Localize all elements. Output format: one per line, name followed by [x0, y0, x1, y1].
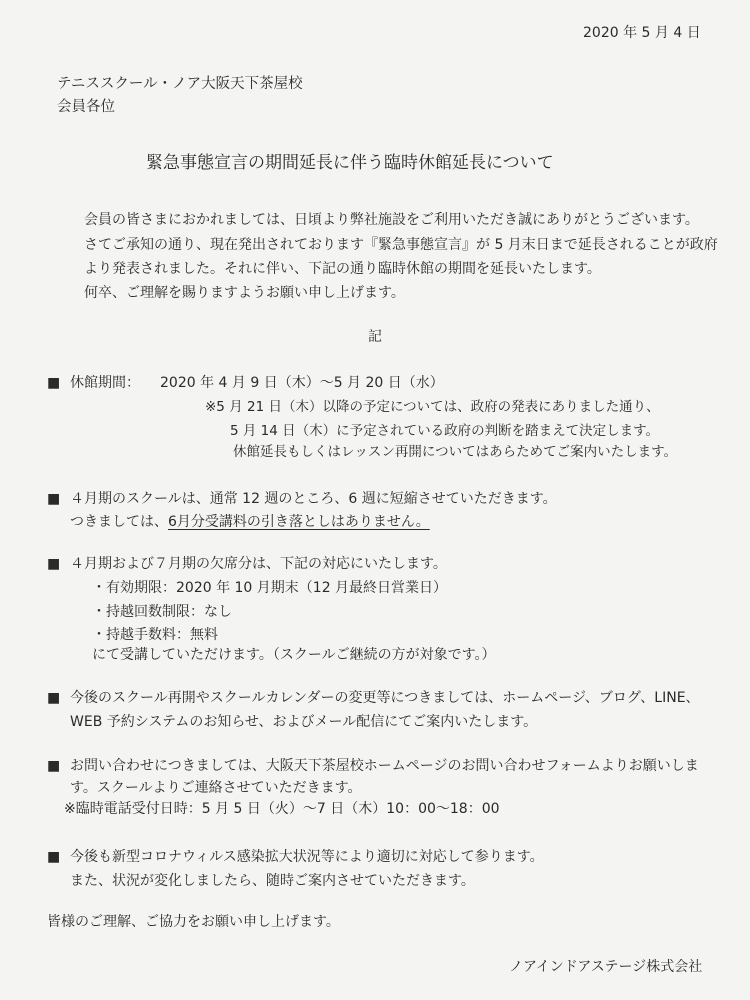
bullet-square: ■ [47, 556, 61, 572]
closure-note-1: ※5 月 21 日（木）以降の予定については、政府の発表にありました通り、 [205, 399, 660, 415]
intro-line-2: さてご承知の通り、現在発出されております『緊急事態宣言』が 5 月末日まで延長されることが政府 [84, 237, 718, 253]
bullet-square: ■ [47, 758, 61, 774]
schedule-info-line-2: WEB 予約システムのお知らせ、およびメール配信にてご案内いたします。 [70, 714, 538, 730]
absence-item-2: ・持越回数制限：なし [92, 604, 232, 620]
april-term-line: ４月期のスクールは、通常 12 週のところ、6 週に短縮させていただきます。 [70, 491, 557, 507]
closure-period-value: 2020 年 4 月 9 日（木）～5 月 20 日（水） [160, 375, 444, 391]
intro-line-1: 会員の皆さまにおかれましては、日頃より弊社施設をご利用いただき誠にありがとうございます。 [84, 212, 699, 228]
bullet-square: ■ [47, 849, 61, 865]
ki-heading: 記 [368, 329, 382, 345]
fee-line [70, 515, 430, 529]
notice-title: 緊急事態宣言の期間延長に伴う臨時休館延長について [146, 153, 554, 173]
contact-line-2: す。スクールよりご連絡させていただきます。 [70, 780, 362, 796]
absence-item-3: ・持越手数料：無料 [92, 627, 218, 643]
closure-note-2: 5 月 14 日（木）に予定されている政府の判断を踏まえて決定します。 [230, 423, 660, 439]
covid-line-2: また、状況が変化しましたら、随時ご案内させていただきます。 [70, 873, 475, 889]
bullet-square: ■ [47, 690, 61, 706]
document-date: 2020 年 5 月 4 日 [583, 25, 701, 41]
intro-line-4: 何卒、ご理解を賜りますようお願い申し上げます。 [84, 285, 405, 301]
recipient-school: テニススクール・ノア大阪天下茶屋校 [57, 76, 303, 92]
closure-period-label: 休館期間： [70, 375, 140, 391]
covid-line-1: 今後も新型コロナウィルス感染拡大状況等により適切に対応して参ります。 [70, 849, 544, 865]
fee-line-prefix: つきましては、 [70, 514, 168, 530]
absence-line: ４月期および７月期の欠席分は、下記の対応にいたします。 [70, 556, 447, 572]
absence-item-1: ・有効期限：2020 年 10 月期末（12 月最終日営業日） [92, 580, 448, 596]
contact-line-1: お問い合わせにつきましては、大阪天下茶屋校ホームページのお問い合わせフォームよりお願いしま [70, 758, 699, 774]
absence-line-end: にて受講していただけます。（スクールご継続の方が対象です。） [92, 647, 496, 663]
closing-remark: 皆様のご理解、ご協力をお願い申し上げます。 [47, 914, 340, 930]
bullet-square: ■ [47, 375, 61, 391]
schedule-info-line-1: 今後のスクール再開やスクールカレンダーの変更等につきましては、ホームページ、ブログ、LINE、 [70, 690, 700, 706]
company-name: ノアインドアステージ株式会社 [509, 959, 703, 975]
recipient-members: 会員各位 [57, 99, 115, 115]
fee-line-emphasis: 6月分受講料の引き落としはありません。 [168, 514, 430, 530]
closure-note-3: 休館延長もしくはレッスン再開についてはあらためてご案内いたします。 [233, 444, 678, 460]
bullet-square: ■ [47, 491, 61, 507]
phone-hours: ※臨時電話受付日時：5 月 5 日（火）～7 日（木）10：00～18：00 [64, 801, 500, 817]
intro-line-3: より発表されました。それに伴い、下記の通り臨時休館の期間を延長いたします。 [84, 261, 601, 277]
